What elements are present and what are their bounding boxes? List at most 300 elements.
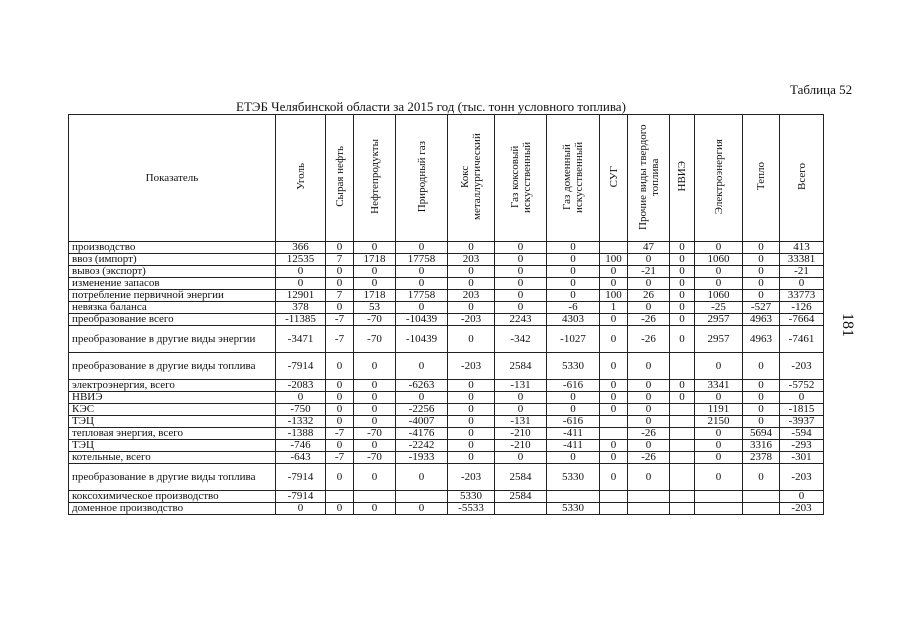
table-cell: 0 [326,416,354,428]
table-cell: 4963 [743,326,780,353]
table-cell: -70 [354,452,396,464]
table-cell: 0 [670,254,695,266]
table-cell: -203 [448,464,495,491]
table-cell: 5330 [547,464,600,491]
table-cell [547,491,600,503]
table-cell: -10439 [396,314,448,326]
table-cell: 2957 [695,326,743,353]
table-cell: -4007 [396,416,448,428]
table-cell: 0 [628,353,670,380]
table-cell [670,464,695,491]
table-cell: 0 [695,428,743,440]
table-cell: 0 [448,326,495,353]
table-cell: 0 [743,392,780,404]
table-cell: 0 [448,440,495,452]
row-label: производство [69,242,276,254]
table-cell: 0 [628,404,670,416]
table-cell: 0 [354,404,396,416]
table-cell: 33773 [780,290,824,302]
row-label: преобразование в другие виды топлива [69,464,276,491]
table-cell [695,503,743,515]
table-cell: 413 [780,242,824,254]
table-cell: 0 [670,242,695,254]
table-cell: 12535 [276,254,326,266]
table-cell [396,491,448,503]
table-row [69,464,824,491]
table-cell: 0 [600,314,628,326]
table-cell: -1027 [547,326,600,353]
table-cell [670,452,695,464]
column-header-label: Уголь [294,163,307,190]
table-cell: 0 [448,452,495,464]
table-cell: 0 [547,404,600,416]
table-cell [743,503,780,515]
table-cell: 203 [448,254,495,266]
table-cell: -616 [547,416,600,428]
table-cell: 0 [495,290,547,302]
table-cell: 3341 [695,380,743,392]
row-label: преобразование всего [69,314,276,326]
table-cell: 0 [600,266,628,278]
table-cell: -5533 [448,503,495,515]
table-cell: 4963 [743,314,780,326]
table-cell: 0 [354,440,396,452]
table-row [69,428,824,440]
table-row [69,266,824,278]
table-cell: 0 [670,326,695,353]
table-cell: 0 [547,266,600,278]
table-cell: -2083 [276,380,326,392]
column-header [670,115,695,242]
column-header [276,115,326,242]
table-cell: 0 [326,503,354,515]
table-cell: 0 [354,464,396,491]
table-cell: -527 [743,302,780,314]
table-cell: 0 [600,326,628,353]
table-cell: 1718 [354,290,396,302]
table-cell: -26 [628,326,670,353]
column-header-label: Прочие виды твердого топлива [636,123,661,230]
table-cell: -25 [695,302,743,314]
table-cell: -7 [326,326,354,353]
table-cell: -7461 [780,326,824,353]
table-cell: 17758 [396,290,448,302]
table-cell: -750 [276,404,326,416]
table-cell [670,416,695,428]
table-cell: 0 [600,380,628,392]
table-cell: 26 [628,290,670,302]
table-cell: 0 [743,380,780,392]
table-cell: -7914 [276,353,326,380]
table-cell: 0 [326,440,354,452]
table-cell: 0 [448,392,495,404]
table-cell: 0 [670,392,695,404]
table-cell: 0 [743,254,780,266]
table-cell: 17758 [396,254,448,266]
table-row [69,353,824,380]
table-cell: 0 [743,290,780,302]
table-cell: 0 [396,278,448,290]
table-cell: 0 [326,266,354,278]
table-cell: 0 [396,302,448,314]
table-cell: 0 [448,278,495,290]
table-cell: -131 [495,416,547,428]
row-label: потребление первичной энергии [69,290,276,302]
table-cell: 53 [354,302,396,314]
table-body [69,242,824,515]
table-cell: 1718 [354,254,396,266]
table-cell [600,503,628,515]
table-cell: -7914 [276,491,326,503]
table-cell: 0 [354,392,396,404]
table-cell: -1332 [276,416,326,428]
column-header-label: Природный газ [415,140,428,213]
table-cell: 0 [695,464,743,491]
table-cell [670,353,695,380]
column-header-label: Тепло [755,162,767,191]
table-row [69,416,824,428]
row-label: котельные, всего [69,452,276,464]
column-header-label: Электроэнергия [712,138,725,215]
row-label: ТЭЦ [69,440,276,452]
table-cell: 0 [743,242,780,254]
table-cell: 0 [495,242,547,254]
row-label: доменное производство [69,503,276,515]
table-cell: -70 [354,314,396,326]
table-cell: -2256 [396,404,448,416]
table-cell: -126 [780,302,824,314]
table-cell [628,503,670,515]
table-cell: 0 [326,404,354,416]
table-cell: 0 [628,380,670,392]
table-cell: 0 [495,254,547,266]
table-cell: 3316 [743,440,780,452]
table-cell: -7 [326,314,354,326]
column-header [695,115,743,242]
table-cell: 0 [743,266,780,278]
table-cell: 0 [354,278,396,290]
column-header: Показатель [69,115,276,242]
table-cell: 0 [628,278,670,290]
table-row [69,254,824,266]
table-cell: -203 [448,314,495,326]
table-cell: 0 [600,452,628,464]
column-header-label: Газ коксовый искусственный [508,140,533,213]
table-cell: 0 [276,392,326,404]
table-cell [670,428,695,440]
table-cell [600,416,628,428]
table-cell: 47 [628,242,670,254]
row-label: тепловая энергия, всего [69,428,276,440]
table-cell: -1388 [276,428,326,440]
table-title: ЕТЭБ Челябинской области за 2015 год (тыс. тонн условного топлива) [236,99,626,114]
table-cell: -203 [780,353,824,380]
table-cell: 0 [547,254,600,266]
table-row [69,404,824,416]
table-cell: 0 [448,302,495,314]
table-row [69,452,824,464]
table-cell: -411 [547,428,600,440]
table-cell [326,491,354,503]
table-cell: -203 [780,464,824,491]
table-cell: 2378 [743,452,780,464]
table-cell: -5752 [780,380,824,392]
row-label: изменение запасов [69,278,276,290]
table-cell: 0 [743,416,780,428]
row-label: КЭС [69,404,276,416]
table-cell: -411 [547,440,600,452]
table-cell: -746 [276,440,326,452]
table-row [69,278,824,290]
row-label: электроэнергия, всего [69,380,276,392]
table-cell [670,404,695,416]
table-cell: 0 [628,302,670,314]
table-cell: 5330 [547,503,600,515]
table-cell: -2242 [396,440,448,452]
table-cell: 2584 [495,491,547,503]
table-cell: -301 [780,452,824,464]
table-cell: 0 [354,503,396,515]
table-cell: 0 [448,428,495,440]
table-row [69,242,824,254]
table-cell: 1191 [695,404,743,416]
table-cell [670,491,695,503]
table-cell: 5694 [743,428,780,440]
table-cell: 0 [743,278,780,290]
column-header [396,115,448,242]
column-header-label: НВИЭ [676,161,688,192]
column-header-label: Всего [795,163,808,190]
column-header [600,115,628,242]
column-header [547,115,600,242]
column-header [354,115,396,242]
table-cell: 0 [670,302,695,314]
table-cell: -26 [628,428,670,440]
column-header [743,115,780,242]
table-cell: 0 [780,491,824,503]
table-cell: 0 [326,380,354,392]
row-label: невязка баланса [69,302,276,314]
row-label: ввоз (импорт) [69,254,276,266]
column-header-label: Сырая нефть [333,146,346,207]
table-cell: 0 [695,452,743,464]
table-cell: 0 [354,380,396,392]
column-header [448,115,495,242]
table-cell: -7664 [780,314,824,326]
table-cell: -7 [326,452,354,464]
column-header [628,115,670,242]
table-cell: -616 [547,380,600,392]
table-cell: -1933 [396,452,448,464]
energy-balance-table [68,114,824,515]
table-cell: 0 [743,464,780,491]
table-cell: 0 [495,278,547,290]
table-cell: 0 [354,416,396,428]
table-cell: -26 [628,314,670,326]
table-cell: -7 [326,428,354,440]
table-cell: 2584 [495,464,547,491]
table-cell [695,491,743,503]
table-cell: 0 [547,392,600,404]
table-row [69,380,824,392]
table-cell [670,440,695,452]
table-cell [743,491,780,503]
table-cell: 12901 [276,290,326,302]
table-cell: 0 [396,392,448,404]
column-header [780,115,824,242]
column-header-label: Нефтепродукты [368,139,381,214]
table-cell: -4176 [396,428,448,440]
table-cell: -6263 [396,380,448,392]
table-cell: -21 [628,266,670,278]
table-cell: 0 [396,503,448,515]
table-cell: -210 [495,428,547,440]
table-cell: -70 [354,428,396,440]
table-cell: 0 [495,302,547,314]
table-cell [600,491,628,503]
table-number: Таблица 52 [790,82,853,97]
table-cell: -70 [354,326,396,353]
table-cell [495,503,547,515]
table-cell: 0 [547,242,600,254]
table-cell: 0 [628,392,670,404]
table-row [69,302,824,314]
table-cell: 0 [670,380,695,392]
table-cell: 0 [326,302,354,314]
table-cell: 0 [354,266,396,278]
table-cell: 0 [600,353,628,380]
table-cell: -26 [628,452,670,464]
table-cell: 0 [326,464,354,491]
table-cell: 5330 [448,491,495,503]
row-label: ТЭЦ [69,416,276,428]
table-cell: 0 [276,266,326,278]
column-header-label: СУГ [607,165,620,188]
table-cell: 0 [396,242,448,254]
table-cell: 0 [628,416,670,428]
table-cell: 2243 [495,314,547,326]
table-cell: 0 [396,353,448,380]
table-cell: 0 [547,290,600,302]
table-cell: 0 [276,503,326,515]
table-cell: -342 [495,326,547,353]
table-cell: 0 [695,353,743,380]
table-cell: 203 [448,290,495,302]
table-cell [628,491,670,503]
table-cell [600,242,628,254]
table-cell: 0 [670,278,695,290]
table-cell: 0 [547,452,600,464]
table-row [69,290,824,302]
table-cell: 0 [448,266,495,278]
table-cell: 0 [600,440,628,452]
table-cell: 2150 [695,416,743,428]
table-cell: -3471 [276,326,326,353]
table-cell: 7 [326,254,354,266]
table-cell: 366 [276,242,326,254]
table-cell: 0 [326,278,354,290]
table-cell: 0 [695,392,743,404]
table-cell: 0 [743,353,780,380]
table-cell: 0 [326,353,354,380]
table-cell: 4303 [547,314,600,326]
table-cell: -21 [780,266,824,278]
table-cell: 1060 [695,254,743,266]
table-cell: -11385 [276,314,326,326]
table-cell: -131 [495,380,547,392]
table-cell: -293 [780,440,824,452]
table-cell: 5330 [547,353,600,380]
table-cell: -1815 [780,404,824,416]
table-cell: -10439 [396,326,448,353]
row-label: преобразование в другие виды топлива [69,353,276,380]
table-cell: 0 [695,278,743,290]
table-cell: 0 [695,266,743,278]
table-cell: -7914 [276,464,326,491]
table-cell: 0 [276,278,326,290]
table-cell [670,503,695,515]
table-cell: 0 [495,266,547,278]
table-cell: -594 [780,428,824,440]
table-cell: 0 [448,404,495,416]
column-header [326,115,354,242]
row-label: НВИЭ [69,392,276,404]
table-row [69,440,824,452]
table-cell: 0 [448,242,495,254]
table-cell: 0 [326,392,354,404]
row-label: коксохимическое производство [69,491,276,503]
table-cell: 2584 [495,353,547,380]
table-cell: 33381 [780,254,824,266]
row-label: преобразование в другие виды энергии [69,326,276,353]
table-cell: 0 [354,353,396,380]
page-number: 181 [839,313,856,337]
table-cell: 0 [396,464,448,491]
table-cell: 0 [670,314,695,326]
table-cell: 0 [600,404,628,416]
table-cell: 0 [600,392,628,404]
table-row [69,326,824,353]
table-cell: 0 [600,464,628,491]
table-cell: 1 [600,302,628,314]
table-cell: 0 [495,452,547,464]
column-header [495,115,547,242]
table-cell: 0 [600,278,628,290]
table-cell: 0 [628,464,670,491]
table-cell: 0 [780,392,824,404]
table-cell: 0 [670,266,695,278]
table-cell: 0 [354,242,396,254]
table-cell: 100 [600,290,628,302]
table-cell: 0 [396,266,448,278]
table-cell: 0 [670,290,695,302]
table-row [69,491,824,503]
table-cell: -210 [495,440,547,452]
column-header-label: Кокс металлургический [459,133,483,220]
table-cell: 0 [695,440,743,452]
table-cell: -203 [780,503,824,515]
table-cell: 0 [547,278,600,290]
table-cell: 0 [495,392,547,404]
table-row [69,392,824,404]
table-cell: 0 [448,416,495,428]
table-cell: 0 [780,278,824,290]
table-row [69,314,824,326]
table-cell: 378 [276,302,326,314]
table-row [69,503,824,515]
table-cell: 0 [695,242,743,254]
table-cell: 7 [326,290,354,302]
